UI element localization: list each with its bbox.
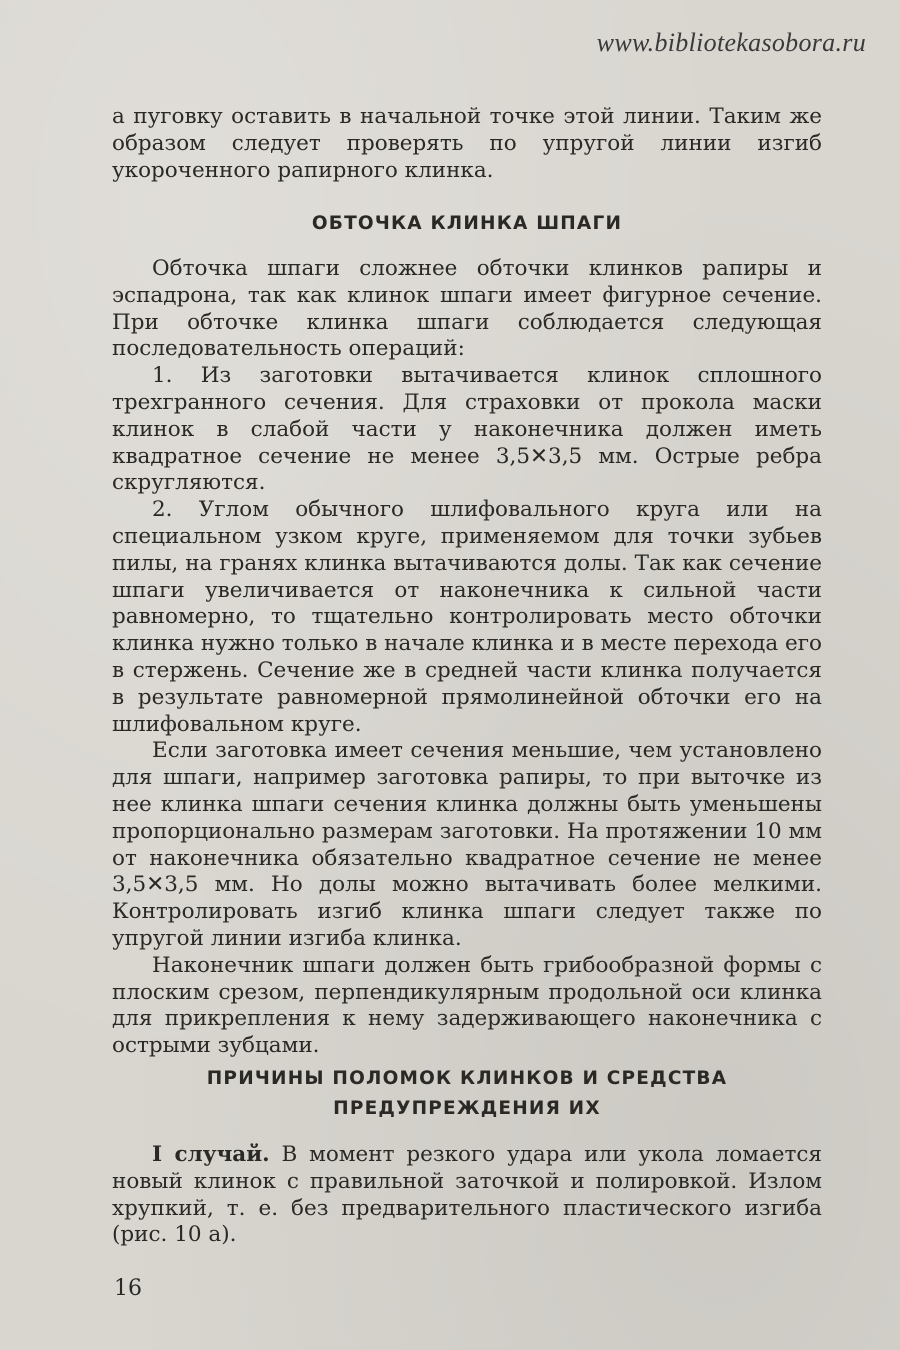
page-number: 16	[114, 1276, 142, 1301]
case-text: В момент резкого удара или укола ломается новый клинок с правильной заточкой и полировкой. Излом хрупкий, т. е. без предварительного пластического изгиба (рис. 10 а).	[112, 1142, 822, 1248]
watermark-url: www.bibliotekasobora.ru	[596, 28, 866, 57]
section-heading-breakage-line2: ПРЕДУПРЕЖДЕНИЯ ИХ	[333, 1098, 601, 1119]
case-label: I случай.	[152, 1142, 270, 1167]
paragraph: Обточка шпаги сложнее обточки клинков рапиры и эспадрона, так как клинок шпаги имеет фигурное сечение. При обточке клинка шпаги соблюдается следующая последовательность операций:	[112, 256, 822, 362]
paragraph: 2. Углом обычного шлифовального круга или на специальном узком круге, применяемом для точки зубьев пилы, на гранях клинка вытачиваются долы. Так как сечение шпаги увеличивается от наконечника к сильной части равномерно, то тщательно контролировать место обточки клинка нужно только в начале клинка и в месте перехода его в стержень. Сечение же в средней части клинка получается в результате равномерной прямолинейной обточки его на шлифовальном круге.	[112, 497, 822, 737]
section-heading-breakage-line1: ПРИЧИНЫ ПОЛОМОК КЛИНКОВ И СРЕДСТВА	[206, 1068, 728, 1089]
section1-body	[112, 256, 822, 1060]
intro-fragment-block	[112, 104, 822, 184]
paragraph: 1. Из заготовки вытачивается клинок сплошного трехгранного сечения. Для страховки от прокола маски клинок в слабой части у наконечника должен иметь квадратное сечение не менее 3,5✕3,5 мм. Острые ребра скругляются.	[112, 363, 822, 496]
paragraph: Наконечник шпаги должен быть грибообразной формы с плоским срезом, перпендикулярным продольной оси клинка для прикрепления к нему задерживающего наконечника с острыми зубцами.	[112, 952, 822, 1059]
case-paragraph	[112, 1142, 822, 1249]
section-heading-blade-turning: ОБТОЧКА КЛИНКА ШПАГИ	[311, 213, 623, 234]
paragraph: Если заготовка имеет сечения меньшие, чем установлено для шпаги, например заготовка рапиры, то при выточке из нее клинка шпаги сечения клинка должны быть уменьшены пропорционально размерам заготовки. На протяжении 10 мм от наконечника обязательно квадратное сечение не менее 3,5✕3,5 мм. Но долы можно вытачивать более мелкими. Контролировать изгиб клинка шпаги следует также по упругой линии изгиба клинка.	[112, 738, 822, 951]
intro-fragment: а пуговку оставить в начальной точке этой линии. Таким же образом следует проверять по упругой линии изгиб укороченного рапирного клинка.	[112, 104, 822, 183]
section2-body	[112, 1142, 822, 1249]
